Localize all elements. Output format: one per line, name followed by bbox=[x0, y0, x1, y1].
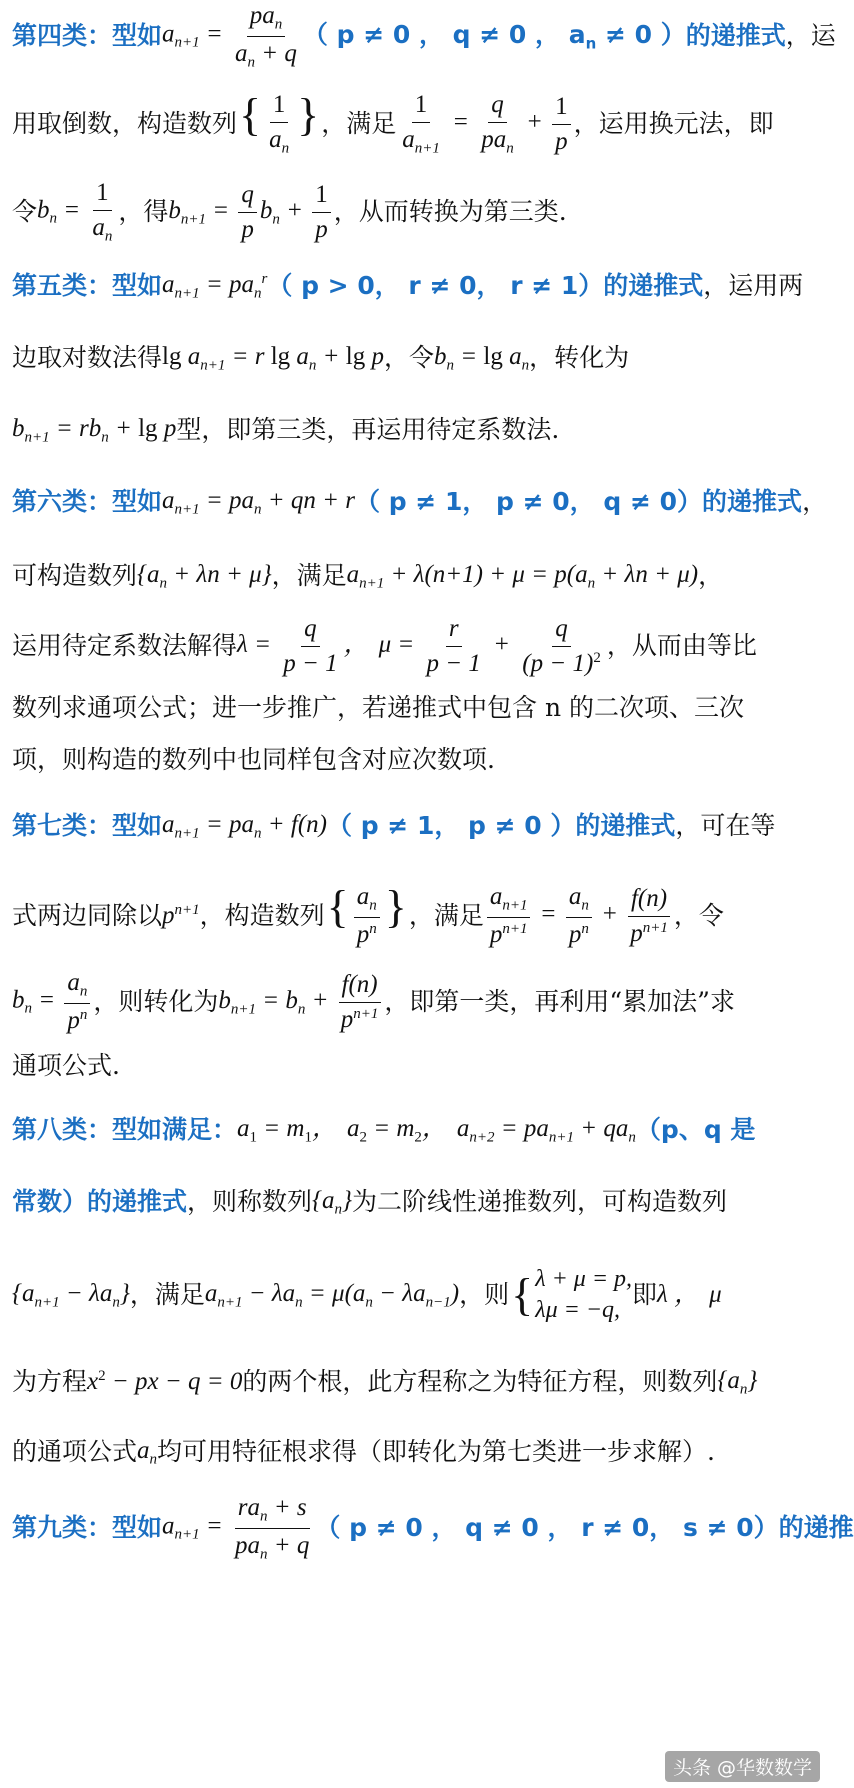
sec6-line2 bbox=[12, 554, 820, 598]
sec8-formula: $x^2$ − px − q = 0 bbox=[87, 1368, 243, 1395]
sec8-text: 为二阶线性递推数列，可构造数列 bbox=[352, 1187, 728, 1216]
sec7-text: 通项公式. bbox=[12, 1051, 120, 1080]
sec8-text: ，则 bbox=[459, 1280, 510, 1309]
sec5-formula: $a_{n+1} = pa_n^r$ bbox=[162, 270, 268, 302]
sec8-sequence: $\{a_n\}$ bbox=[717, 1366, 758, 1398]
sec4-line3 bbox=[12, 179, 820, 245]
sec5-text: ，令 bbox=[383, 343, 434, 372]
sec6-sequence: $\{a_n + \lambda n + \mu\}$ bbox=[137, 560, 272, 592]
sec7-sequence: { $\frac{a_n}{p^n}$ } bbox=[326, 880, 407, 948]
sec5-text: 型，即第三类，再运用待定系数法. bbox=[176, 415, 560, 444]
sec6-conditions: （ p ≠ 1， p ≠ 0， q ≠ 0） bbox=[355, 487, 703, 516]
sec4-text: ，运用换元法，即 bbox=[573, 109, 774, 138]
sec4-text: 用取倒数，构造数列 bbox=[12, 109, 238, 138]
sec4-formula: $b_{n+1}$ = $\frac{q}{p}$ $b_n$ + $\frac{1}{p}$ bbox=[168, 180, 333, 245]
sec6-text: ，从而由等比 bbox=[606, 631, 757, 660]
sec7-formula: $a_{n+1} = pa_n + f(n)$ bbox=[162, 810, 327, 842]
sec8-text: 即 bbox=[632, 1280, 658, 1309]
sec7-text: ，满足 bbox=[408, 901, 484, 930]
sec7-recurrence-label: 的递推式 bbox=[575, 811, 676, 840]
sec6-text: ， bbox=[698, 561, 724, 590]
sec4-line2 bbox=[12, 88, 820, 157]
sec7-conditions: （ p ≠ 1， p ≠ 0 ） bbox=[326, 811, 576, 840]
sec6-line4 bbox=[12, 688, 820, 728]
sec9-recurrence-label: 的递推 bbox=[778, 1513, 854, 1542]
sec4-text: ，满足 bbox=[321, 109, 397, 138]
sec7-heading: 第七类：型如 bbox=[12, 811, 163, 840]
sec7-text: ，即第一类，再利用“累加法”求 bbox=[384, 987, 735, 1016]
sec7-text: ，则转化为 bbox=[93, 987, 219, 1016]
sec5-formula: $b_{n+1} = rb_n + \lg p$ bbox=[12, 414, 177, 446]
sec7-text: ，令 bbox=[673, 901, 724, 930]
sec4-text: ，得 bbox=[118, 197, 169, 226]
sec6-text: 可构造数列 bbox=[12, 561, 138, 590]
sec8-formula: $a_1 = m_1$， $a_2 = m_2$， $a_{n+2} = pa_{n+1} + qa_n$ bbox=[237, 1114, 636, 1146]
sec8-conditions: （p、q 是 bbox=[635, 1115, 756, 1144]
sec7-line4 bbox=[12, 1046, 820, 1086]
sec8-formula: $a_{n+1} - \lambda a_n = \mu(a_n - \lambda a_{n-1})$ bbox=[204, 1279, 460, 1311]
sec6-line3 bbox=[12, 616, 820, 676]
sec6-formula: λ = $\frac{q}{p - 1}$ ， μ = $\frac{r}{p - 1}$ + $\frac{q}{(p - 1)^2}$ bbox=[237, 614, 601, 677]
sec5-formula: $\lg a_{n+1} = r$ $\lg a_n + \lg p$ bbox=[162, 342, 384, 374]
sec9-conditions: （ p ≠ 0 ， q ≠ 0 ， r ≠ 0， s ≠ 0） bbox=[315, 1513, 779, 1542]
sec6-text: ，满足 bbox=[271, 561, 347, 590]
sec8-line3 bbox=[12, 1262, 820, 1328]
sec8-line5 bbox=[12, 1432, 820, 1472]
sec6-text: ， bbox=[802, 487, 828, 516]
sec4-sequence: { $\frac{1}{a_n}$ } bbox=[239, 88, 320, 157]
sec4-formula: $\frac{1}{a_{n+1}}$ = $\frac{q}{pa_n}$ + $\frac{1}{p}$ bbox=[396, 90, 573, 157]
sec8-system: { λ + μ = p, λμ = −q, bbox=[511, 1265, 633, 1323]
sec8-heading: 第八类：型如满足： bbox=[12, 1115, 238, 1144]
sec7-text: 式两边同除以 bbox=[12, 901, 163, 930]
sec7-line2 bbox=[12, 880, 820, 948]
sec8-text: 为方程 bbox=[12, 1367, 88, 1396]
sec4-line1 bbox=[12, 2, 836, 70]
sec6-formula: $a_{n+1} = pa_n$ + qn + r bbox=[162, 486, 355, 518]
sec5-text: ，转化为 bbox=[529, 343, 630, 372]
sec5-line3 bbox=[12, 410, 820, 450]
sec8-recurrence-label: 常数）的递推式 bbox=[12, 1187, 188, 1216]
sec8-text: ，则称数列 bbox=[187, 1187, 313, 1216]
sec8-line2 bbox=[12, 1182, 820, 1222]
sec7-formula: $\frac{a_{n+1}}{p^{n+1}}$ = $\frac{a_n}{p^n}$ + $\frac{f(n)}{p^{n+1}}$ bbox=[484, 882, 674, 949]
sec5-heading: 第五类：型如 bbox=[12, 271, 163, 300]
sec5-formula: $b_n = \lg a_n$ bbox=[434, 342, 530, 374]
sec4-conditions: （ p ≠ 0 ， q ≠ 0 ， $a_n \ne 0$ ） bbox=[302, 19, 686, 53]
sec7-formula: $b_{n+1} = b_n$ + $\frac{f(n)}{p^{n+1}}$ bbox=[218, 970, 384, 1035]
sec6-text: 项，则构造的数列中也同样包含对应次数项. bbox=[12, 745, 495, 774]
sec4-formula: $a_{n+1}$ = $\frac{pa_n}{a_n + q}$ bbox=[162, 2, 297, 70]
sec8-text: ，满足 bbox=[129, 1280, 205, 1309]
sec6-line5 bbox=[12, 740, 820, 780]
sec8-line1 bbox=[12, 1110, 820, 1150]
sec4-text: ，从而转换为第三类. bbox=[333, 197, 567, 226]
sec5-line1 bbox=[12, 266, 820, 306]
sec5-line2 bbox=[12, 338, 820, 378]
sec5-text: ，运用两 bbox=[703, 271, 804, 300]
sec5-recurrence-label: 的递推式 bbox=[603, 271, 704, 300]
sec6-text: 数列求通项公式；进一步推广，若递推式中包含 n 的二次项、三次 bbox=[12, 693, 744, 722]
sec8-text: 的两个根，此方程称之为特征方程，则数列 bbox=[242, 1367, 718, 1396]
sec4-heading: 第四类：型如 bbox=[12, 21, 163, 50]
sec5-text: 边取对数法得 bbox=[12, 343, 163, 372]
sec6-recurrence-label: 的递推式 bbox=[702, 487, 803, 516]
sec6-line1 bbox=[12, 482, 828, 522]
sec7-line3 bbox=[12, 969, 820, 1034]
sec8-symbols: λ ， μ bbox=[657, 1281, 722, 1308]
sec7-formula: $b_n$ = $\frac{a_n}{p^n}$ bbox=[12, 968, 93, 1035]
sec7-formula: $p^{n+1}$ bbox=[162, 902, 200, 929]
sec4-formula: $b_n$ = $\frac{1}{a_n}$ bbox=[37, 179, 113, 245]
sec8-text: 的通项公式 bbox=[12, 1437, 138, 1466]
sec7-text: ，构造数列 bbox=[199, 901, 325, 930]
sec4-text: 令 bbox=[12, 197, 38, 226]
sec8-sequence: $\{a_n\}$ bbox=[312, 1186, 353, 1218]
sec4-recurrence-label: 的递推式 bbox=[685, 21, 786, 50]
sec8-formula: $a_n$ bbox=[137, 1436, 158, 1468]
sec6-formula: $a_{n+1} + \lambda(n+1) + \mu = p(a_n + \lambda n + \mu)$ bbox=[346, 560, 699, 592]
sec9-formula: $a_{n+1}$ = $\frac{ra_n + s}{pa_n + q}$ bbox=[162, 1494, 310, 1562]
sec5-conditions: （ p > 0， r ≠ 0， r ≠ 1） bbox=[267, 271, 604, 300]
watermark-label: 头条 @华数数学 bbox=[665, 1751, 820, 1782]
sec8-text: 均可用特征根求得（即转化为第七类进一步求解）. bbox=[157, 1437, 715, 1466]
sec4-text: ，运 bbox=[785, 21, 836, 50]
sec9-line1 bbox=[12, 1494, 854, 1562]
sec6-heading: 第六类：型如 bbox=[12, 487, 163, 516]
sec9-heading: 第九类：型如 bbox=[12, 1513, 163, 1542]
sec7-line1 bbox=[12, 806, 820, 846]
sec7-text: ，可在等 bbox=[675, 811, 776, 840]
sec6-text: 运用待定系数法解得 bbox=[12, 631, 238, 660]
sec8-line4 bbox=[12, 1362, 820, 1402]
sec8-sequence: $\{a_{n+1} - \lambda a_n\}$ bbox=[12, 1279, 130, 1311]
